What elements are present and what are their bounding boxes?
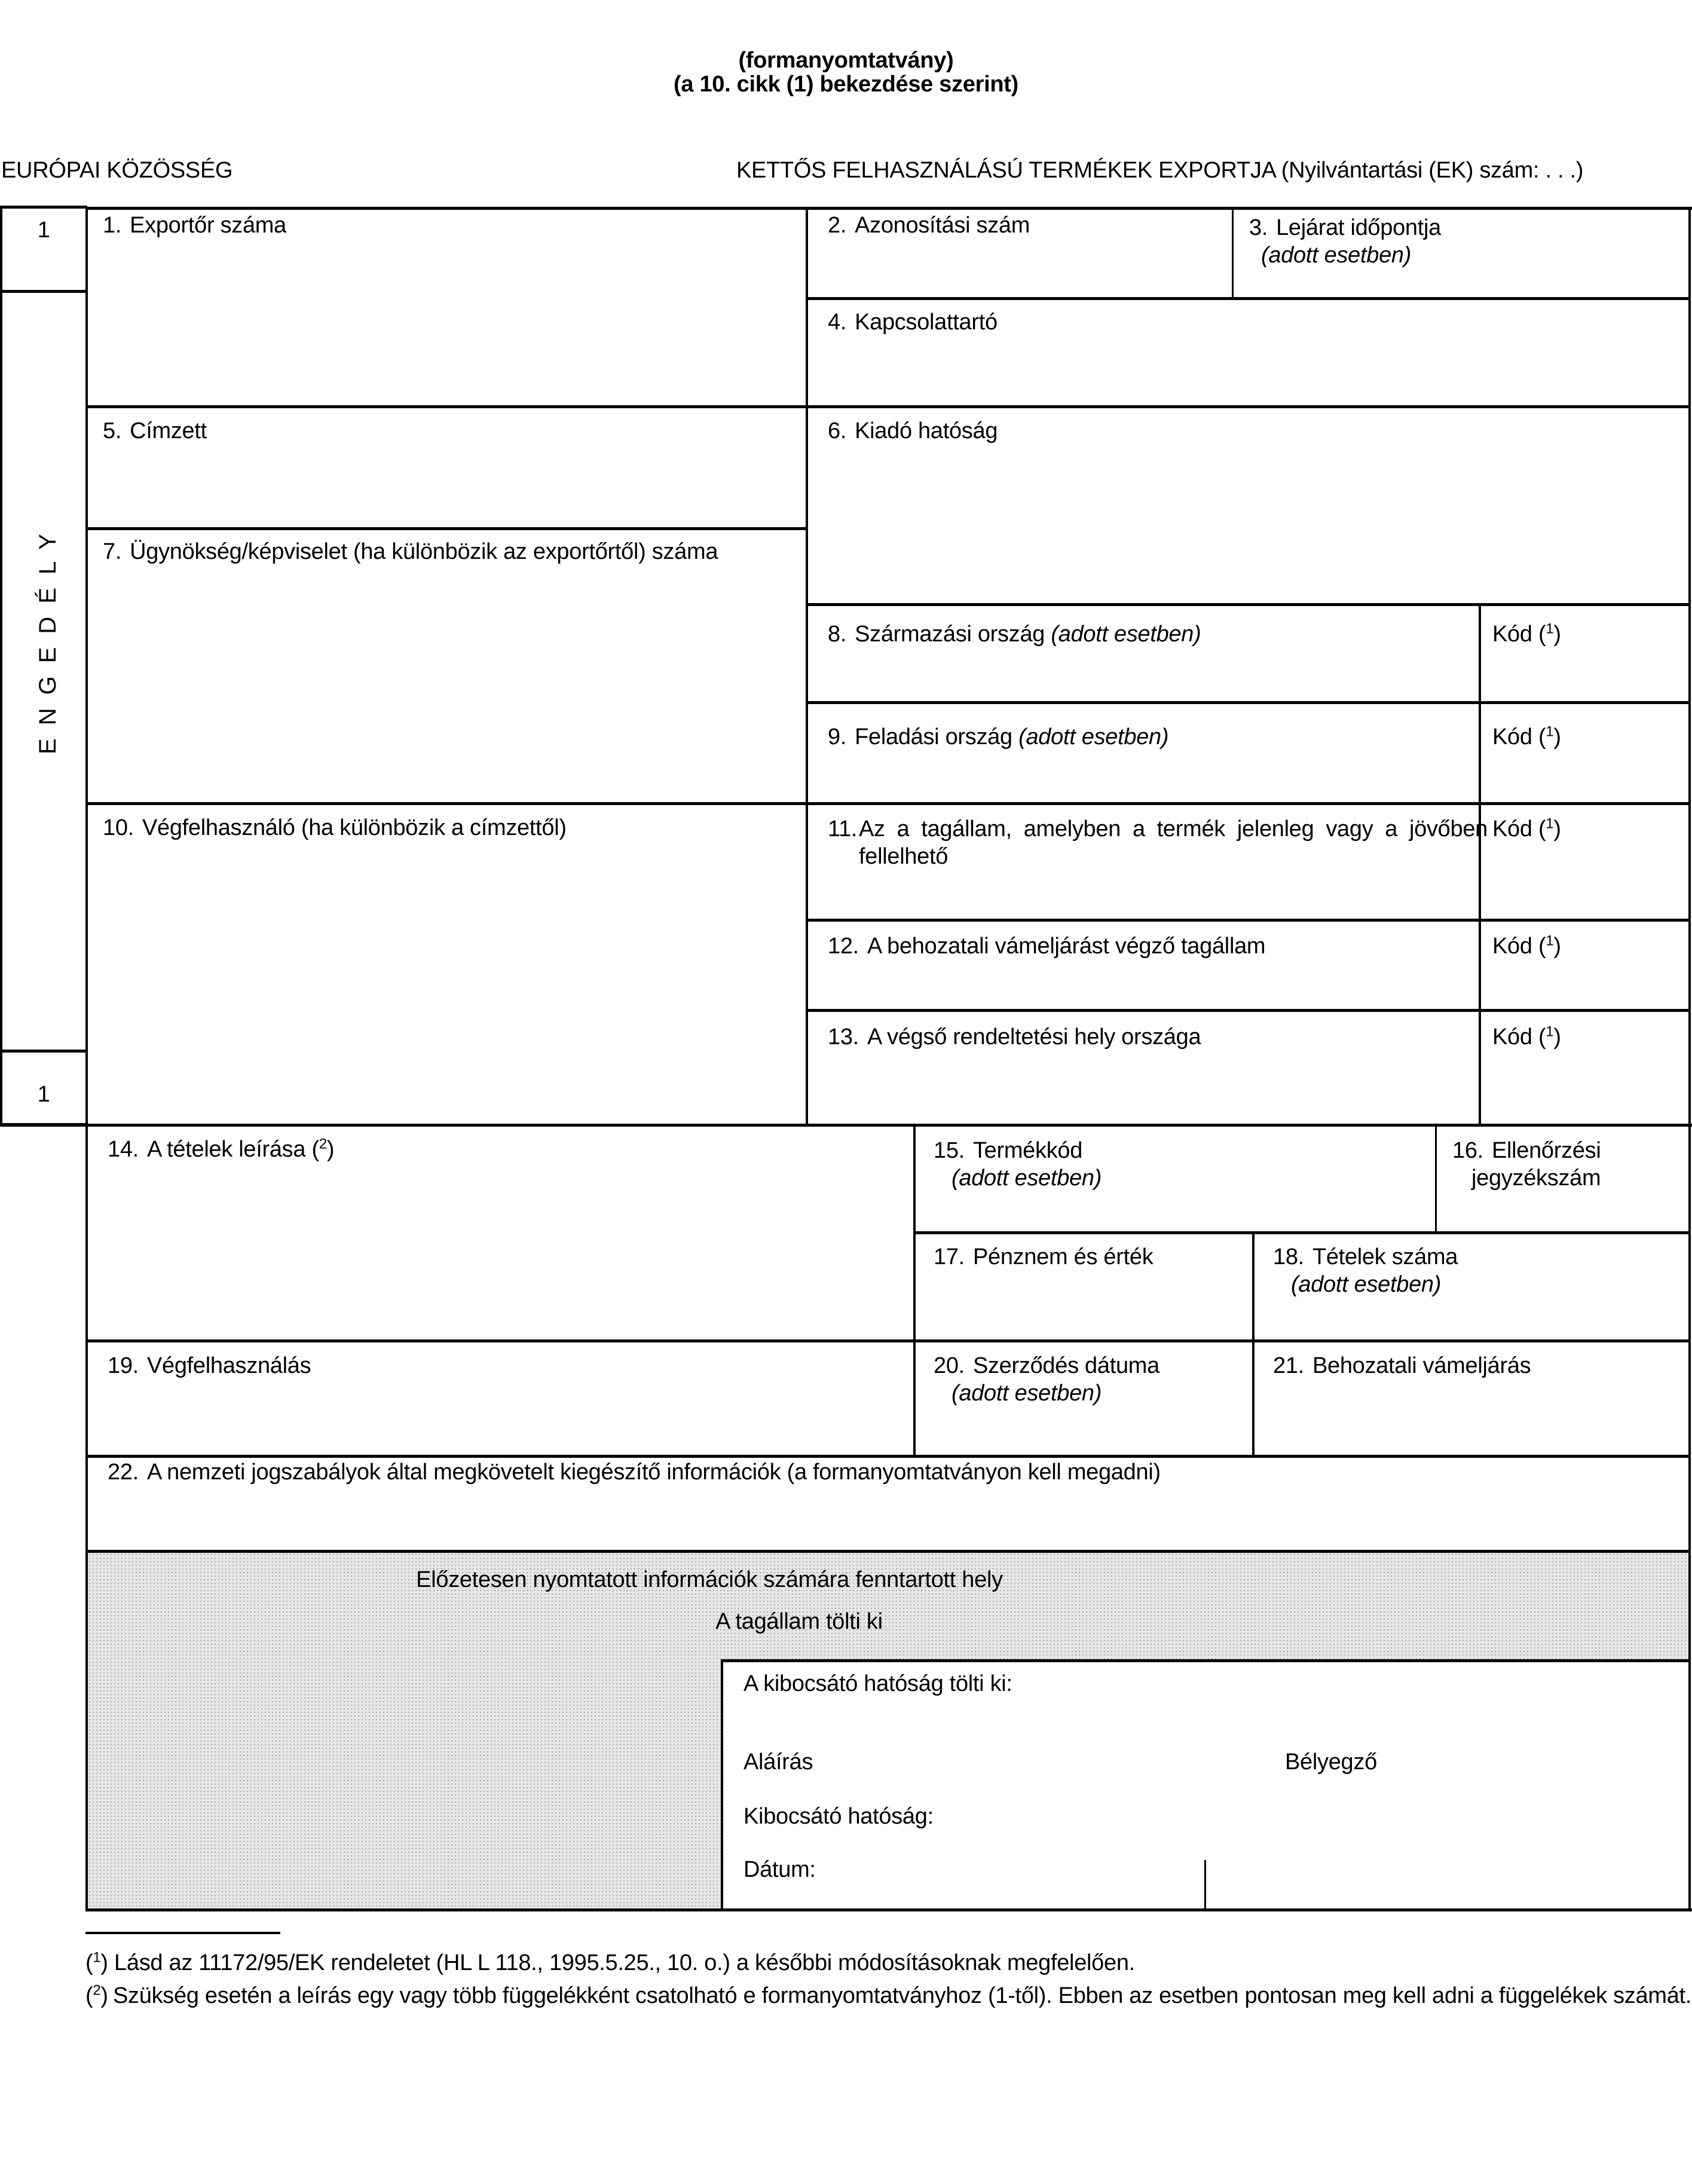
code-label-9[interactable] xyxy=(1492,723,1561,751)
stamp-label: Bélyegző xyxy=(1285,1749,1377,1775)
signature-label: Aláírás xyxy=(743,1749,813,1775)
copy-number-bottom: 1 xyxy=(37,1082,50,1107)
grid-line xyxy=(0,1124,1692,1127)
copy-number-top: 1 xyxy=(37,218,50,243)
grid-line xyxy=(85,1455,1690,1458)
code-text: Kód ( xyxy=(1492,622,1546,647)
field-label: Pénznem és érték xyxy=(972,1244,1154,1270)
field-label: Szerződés dátuma xyxy=(972,1353,1159,1378)
field-number: 3. xyxy=(1249,215,1268,240)
grid-line xyxy=(1435,1125,1437,1234)
footnote-mark: ($^1$) xyxy=(85,1949,108,1975)
grid-line xyxy=(806,701,1690,704)
field-note: (adott esetben) xyxy=(1018,724,1169,750)
field-label: Kapcsolattartó xyxy=(855,310,998,335)
code-text: Kód ( xyxy=(1492,816,1546,842)
grid-line xyxy=(913,1231,1690,1234)
field-label: A végső rendeltetési hely országa xyxy=(867,1024,1201,1050)
field-label: Behozatali vámeljárás xyxy=(1312,1353,1531,1378)
field-21-import-procedure[interactable] xyxy=(1273,1352,1531,1379)
field-number: 19. xyxy=(108,1353,139,1378)
field-note: (adott esetben) xyxy=(1051,622,1201,647)
code-text: Kód ( xyxy=(1492,934,1546,959)
field-2-identification[interactable] xyxy=(828,212,1030,239)
code-label-13[interactable] xyxy=(1492,1023,1561,1051)
footnote-text: Szükség esetén a leírás egy vagy több függelékként csatolható e formanyomtatványhoz (1-től). Ebben az esetben pontosan meg kell adni a függelékek számát. xyxy=(113,1983,1692,2008)
grid-line xyxy=(85,1339,1690,1342)
field-number: 10. xyxy=(103,815,134,840)
field-9-dispatch-country[interactable] xyxy=(828,723,1168,751)
code-label-11[interactable] xyxy=(1492,815,1561,843)
field-label: Feladási ország xyxy=(855,724,1012,750)
field-17-currency-value[interactable] xyxy=(934,1243,1153,1271)
date-label: Dátum: xyxy=(743,1857,816,1882)
code-text: Kód ( xyxy=(1492,724,1546,750)
grid-line xyxy=(806,603,1690,606)
field-13-final-destination[interactable] xyxy=(828,1023,1201,1051)
field-label: Termékkód xyxy=(972,1138,1083,1163)
field-number: 18. xyxy=(1273,1244,1304,1270)
field-18-quantity[interactable] xyxy=(1273,1243,1458,1298)
field-number: 17. xyxy=(934,1244,965,1270)
field-number: 5. xyxy=(103,418,122,443)
code-label-8[interactable] xyxy=(1492,620,1561,648)
field-5-consignee[interactable] xyxy=(103,417,207,445)
grid-line xyxy=(721,1659,723,1910)
reserved-area-caption: Előzetesen nyomtatott információk számára fenntartott hely xyxy=(416,1567,1003,1592)
code-close: ) xyxy=(1553,934,1561,959)
field-label: Tételek száma xyxy=(1312,1244,1458,1270)
field-label: A nemzeti jogszabályok által megkövetelt kiegészítő információk (a formanyomtatványon kell megadni) xyxy=(146,1460,1161,1485)
field-16-control-list-number[interactable] xyxy=(1452,1137,1601,1192)
code-close: ) xyxy=(1553,724,1561,750)
field-label: Az a tagállam, amelyben a termék jelenleg vagy a jövőben fellelhető xyxy=(859,816,1488,869)
field-1-exporter[interactable] xyxy=(103,212,286,239)
field-12-import-member-state[interactable] xyxy=(828,932,1265,960)
footnote-ref: 1 xyxy=(1546,620,1554,637)
field-number: 1. xyxy=(103,213,122,238)
grid-line xyxy=(85,527,807,530)
footnote-1 xyxy=(85,1949,1135,1977)
field-number: 9. xyxy=(828,724,847,750)
licence-vertical-label: ENGEDÉLY xyxy=(35,521,61,754)
footnote-2 xyxy=(85,1982,1692,2009)
member-state-fills-caption: A tagállam tölti ki xyxy=(715,1609,883,1634)
field-number: 13. xyxy=(828,1024,859,1050)
code-close: ) xyxy=(1553,1024,1561,1050)
field-label-line2: jegyzékszám xyxy=(1471,1166,1601,1191)
code-label-12[interactable] xyxy=(1492,932,1561,960)
grid-line xyxy=(806,207,808,1125)
authority-heading: A kibocsátó hatóság tölti ki: xyxy=(743,1671,1012,1696)
field-number: 8. xyxy=(828,622,847,647)
field-number: 11. xyxy=(828,816,858,842)
field-label: Származási ország xyxy=(855,622,1045,647)
field-7-agent[interactable] xyxy=(103,538,718,565)
field-label: A behozatali vámeljárást végző tagállam xyxy=(867,934,1266,959)
grid-line xyxy=(85,1908,1692,1911)
footnote-ref: 1 xyxy=(1546,932,1554,949)
field-19-end-use[interactable] xyxy=(108,1352,311,1379)
field-6-issuing-authority[interactable] xyxy=(828,417,998,445)
field-number: 14. xyxy=(108,1137,139,1162)
grid-line xyxy=(913,1125,916,1457)
code-text: Kód ( xyxy=(1492,1024,1546,1050)
field-number: 12. xyxy=(828,934,859,959)
grid-line xyxy=(721,1659,1690,1662)
field-label: Végfelhasználás xyxy=(146,1353,311,1378)
footnote-text: Lásd az 11172/95/EK rendeletet (HL L 118., 1995.5.25., 10. o.) a későbbi módosításoknak megfelelően. xyxy=(114,1950,1135,1975)
field-number: 20. xyxy=(934,1353,965,1378)
field-note: (adott esetben) xyxy=(951,1381,1102,1406)
code-close: ) xyxy=(1553,622,1561,647)
footnote-mark: ($^2$) xyxy=(85,1982,108,2008)
grid-line xyxy=(806,297,1690,300)
field-15-product-code[interactable] xyxy=(934,1137,1102,1192)
field-20-contract-date[interactable] xyxy=(934,1352,1159,1407)
form-type-title: (formanyomtatvány) xyxy=(738,48,954,73)
community-heading: EURÓPAI KÖZÖSSÉG xyxy=(1,158,233,183)
field-label: Exportőr száma xyxy=(130,213,286,238)
field-22-additional-info[interactable] xyxy=(108,1458,1161,1486)
grid-line xyxy=(85,207,1692,210)
field-10-end-user[interactable] xyxy=(103,814,567,842)
footnote-separator xyxy=(85,1932,280,1934)
field-number: 22. xyxy=(108,1460,139,1485)
form-legal-basis: (a 10. cikk (1) bekezdése szerint) xyxy=(674,72,1018,97)
field-11-member-state-location[interactable] xyxy=(828,815,1488,870)
grid-line xyxy=(1252,1231,1255,1457)
field-number: 6. xyxy=(828,418,847,443)
footnote-ref: 2 xyxy=(319,1136,327,1152)
field-label: Címzett xyxy=(130,418,207,443)
field-label: Végfelhasználó (ha különbözik a címzettől) xyxy=(142,815,567,840)
field-note: (adott esetben) xyxy=(1261,243,1412,268)
field-label: Ügynökség/képviselet (ha különbözik az exportőrtől) száma xyxy=(130,539,718,564)
field-label: Azonosítási szám xyxy=(855,213,1030,238)
field-label: Kiadó hatóság xyxy=(855,418,998,443)
field-number: 7. xyxy=(103,539,122,564)
field-number: 16. xyxy=(1452,1138,1483,1163)
grid-line xyxy=(1688,207,1691,1911)
footnote-ref: 1 xyxy=(1546,723,1554,740)
grid-line xyxy=(85,405,1690,408)
field-label: Ellenőrzési xyxy=(1491,1138,1601,1163)
grid-line xyxy=(806,1009,1690,1012)
footnote-ref: 1 xyxy=(1546,1023,1554,1040)
field-14-item-description[interactable] xyxy=(108,1136,334,1163)
field-note: (adott esetben) xyxy=(951,1166,1102,1191)
grid-line xyxy=(85,802,1690,805)
field-3-expiry[interactable] xyxy=(1249,214,1441,269)
grid-line xyxy=(1204,1860,1206,1910)
field-number: 4. xyxy=(828,310,847,335)
code-close: ) xyxy=(1553,816,1561,842)
grid-line xyxy=(1232,207,1234,299)
field-note: (adott esetben) xyxy=(1291,1272,1442,1297)
field-number: 15. xyxy=(934,1138,965,1163)
field-label: A tételek leírása ( xyxy=(146,1137,319,1162)
grid-line xyxy=(806,919,1690,922)
field-8-origin-country[interactable] xyxy=(828,620,1201,648)
field-number: 2. xyxy=(828,213,847,238)
field-number: 21. xyxy=(1273,1353,1304,1378)
field-4-contact[interactable] xyxy=(828,308,998,336)
export-heading: KETTŐS FELHASZNÁLÁSÚ TERMÉKEK EXPORTJA (Nyilvántartási (EK) szám: . . .) xyxy=(736,158,1584,183)
issuing-authority-label: Kibocsátó hatóság: xyxy=(743,1804,934,1829)
field-label: Lejárat időpontja xyxy=(1276,215,1441,240)
footnote-ref: 1 xyxy=(1546,815,1554,832)
field-label-close: ) xyxy=(326,1137,335,1162)
